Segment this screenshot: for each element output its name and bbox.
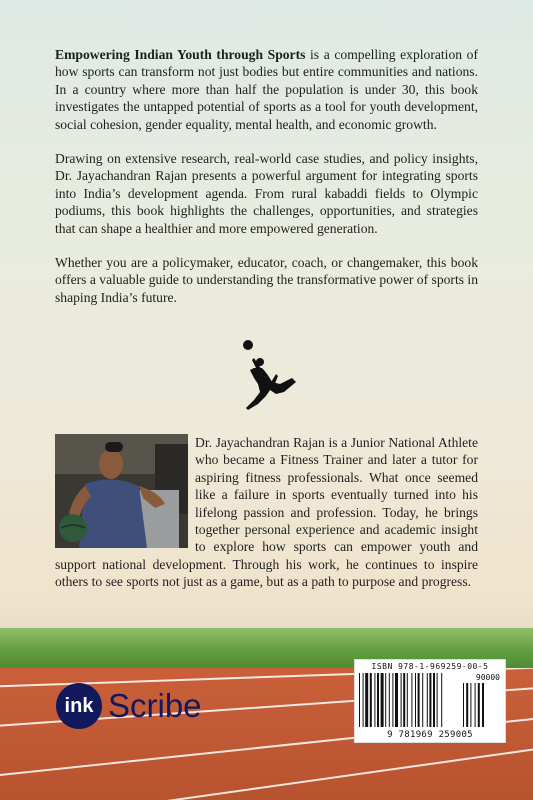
blurb-paragraph-1-text: is a compelling exploration of how sports can transform not just bodies but entire communities and nations. In a country where more than half the population is under 30, this book investigates the untapped potential of sports as a tool for youth development, social cohesion, gender equality, mental health, and economic growth. [55, 47, 479, 132]
publisher-logo-word: Scribe [108, 687, 202, 724]
publisher-logo-mark: ink [56, 683, 102, 729]
author-bio-text: Dr. Jayachandran Rajan is a Junior National Athlete who became a Fitness Trainer and later a tutor for aspiring fitness professionals. What once seemed like a failure in sports eventually turned into his lifelong passion and profession. Today, he brings together personal experience and academic insight to explore how sports can empower youth and support national development. Through his work, he continues to inspire others to see sports not just as a game, but as a path to purpose and progress. [55, 435, 478, 590]
author-bio [55, 434, 478, 591]
blurb-paragraph-3: Whether you are a policymaker, educator, coach, or changemaker, this book offers a valuable guide to understanding the transformative power of sports in shaping India’s future. [55, 255, 478, 305]
isbn-number: 9 781969 259005 [387, 730, 473, 740]
barcode-bars [359, 673, 501, 727]
blurb-paragraph-2: Drawing on extensive research, real-world case studies, and policy insights, Dr. Jayachandran Rajan presents a powerful argument for integrating sports into India’s development agenda. From rural kabaddi fields to Olympic podiums, this book highlights the challenges, opportunities, and strategies that can shape a healthier and more empowered generation. [55, 151, 478, 236]
price-code: 90000 [475, 673, 500, 682]
publisher-logo [56, 683, 202, 729]
back-cover-blurb [55, 46, 478, 323]
isbn-barcode [354, 659, 506, 743]
book-title-inline: Empowering Indian Youth through Sports [55, 47, 306, 62]
isbn-label: ISBN 978-1-969259-00-5 [371, 662, 489, 671]
blurb-paragraph-1 [55, 46, 478, 133]
football-kick-silhouette-icon [236, 338, 300, 420]
